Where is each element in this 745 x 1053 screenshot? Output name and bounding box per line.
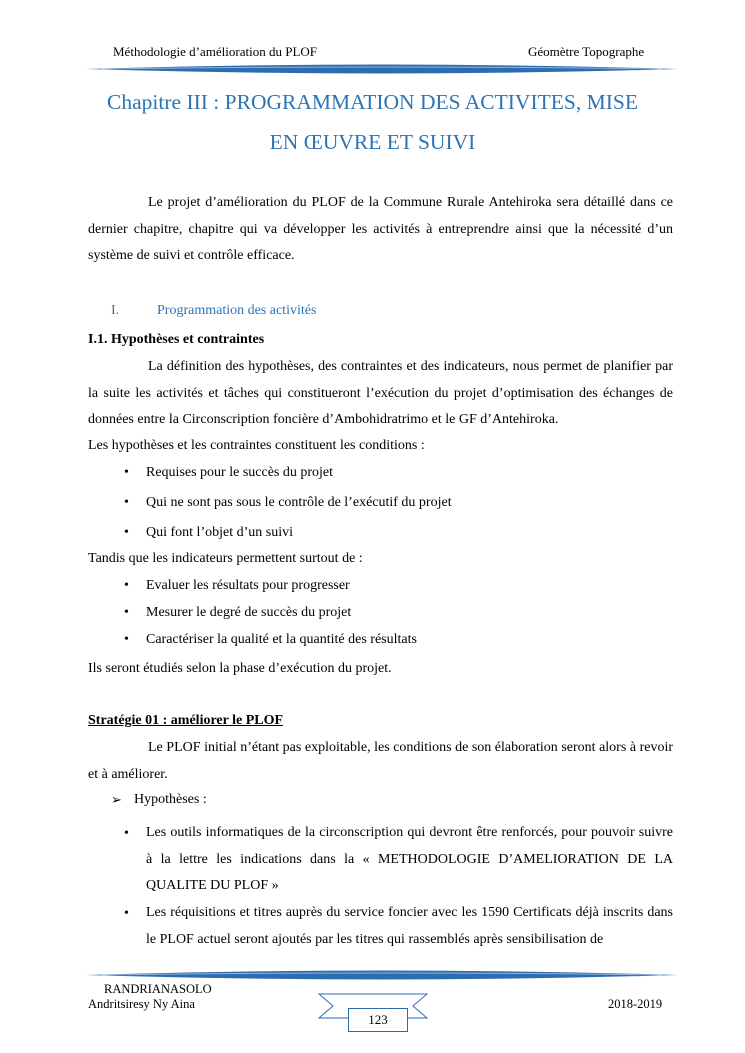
footer-rule: [82, 968, 682, 982]
list-item: Mesurer le degré de succès du projet: [146, 605, 352, 620]
bullet-icon: •: [124, 605, 129, 620]
strategy-title: Stratégie 01 : améliorer le PLOF: [88, 713, 284, 728]
bullet-icon: •: [124, 495, 129, 510]
hypotheses-label: Hypothèses :: [134, 792, 207, 807]
subsection-paragraph: La définition des hypothèses, des contraintes et des indicateurs, nous permet de planifier par la suite les activités et tâches qui constitueront l’exécution du projet d’optimisation des échanges de données entre la Circonscription foncière d’Ambohidratrimo et le GF d’Antehiroka.: [88, 359, 673, 427]
bullet-icon: •: [124, 906, 129, 921]
footer-author-given-name: Andritsiresy Ny Aina: [88, 997, 195, 1011]
chapter-title-line-2: EN ŒUVRE ET SUIVI: [269, 130, 476, 154]
subsection-title: I.1. Hypothèses et contraintes: [88, 332, 265, 347]
chapter-title-line-1: Chapitre III : PROGRAMMATION DES ACTIVITES, MISE: [107, 90, 638, 114]
header-rule: [82, 62, 682, 76]
bullet-icon: •: [124, 525, 129, 540]
section-title: Programmation des activités: [157, 303, 317, 318]
bullet-icon: •: [124, 826, 129, 841]
bullet-icon: •: [124, 465, 129, 480]
intro-paragraph: Le projet d’amélioration du PLOF de la Commune Rurale Antehiroka sera détaillé dans ce dernier chapitre, chapitre qui va développer les activités à entreprendre ainsi que la nécessité d’un système de suivi et contrôle efficace.: [88, 195, 673, 263]
list-item: Qui ne sont pas sous le contrôle de l’exécutif du projet: [146, 495, 452, 510]
bullet-icon: •: [124, 578, 129, 593]
strategy-paragraph: Le PLOF initial n’étant pas exploitable, les conditions de son élaboration seront alors à revoir et à améliorer.: [88, 740, 673, 782]
footer-author-surname: RANDRIANASOLO: [104, 982, 212, 996]
footer-year: 2018-2019: [608, 997, 663, 1011]
header-document-title: Méthodologie d’amélioration du PLOF: [113, 44, 318, 59]
list-item: Evaluer les résultats pour progresser: [146, 578, 350, 593]
section-number: I.: [111, 303, 120, 318]
list-item: Requises pour le succès du projet: [146, 465, 334, 480]
header-profession: Géomètre Topographe: [528, 44, 645, 59]
list-item: Les outils informatiques de la circonscription qui devront être renforcés, pour pouvoir suivre à la lettre les indications dans la « METHODOLOGIE D’AMELIORATION DE LA QUALITE DU PLOF »: [146, 825, 673, 893]
indicators-intro: Tandis que les indicateurs permettent surtout de :: [88, 551, 363, 566]
conditions-intro: Les hypothèses et les contraintes constituent les conditions :: [88, 438, 425, 453]
bullet-icon: •: [124, 632, 129, 647]
list-item: Qui font l’objet d’un suivi: [146, 525, 293, 540]
arrow-bullet-icon: ➢: [111, 792, 122, 807]
page-number: 123: [348, 1008, 408, 1032]
closing-sentence: Ils seront étudiés selon la phase d’exécution du projet.: [88, 661, 392, 676]
list-item: Les réquisitions et titres auprès du service foncier avec les 1590 Certificats déjà inscrits dans le PLOF actuel seront ajoutés par les titres qui rassemblés après sensibilisation de: [146, 905, 673, 947]
list-item: Caractériser la qualité et la quantité des résultats: [146, 632, 417, 647]
